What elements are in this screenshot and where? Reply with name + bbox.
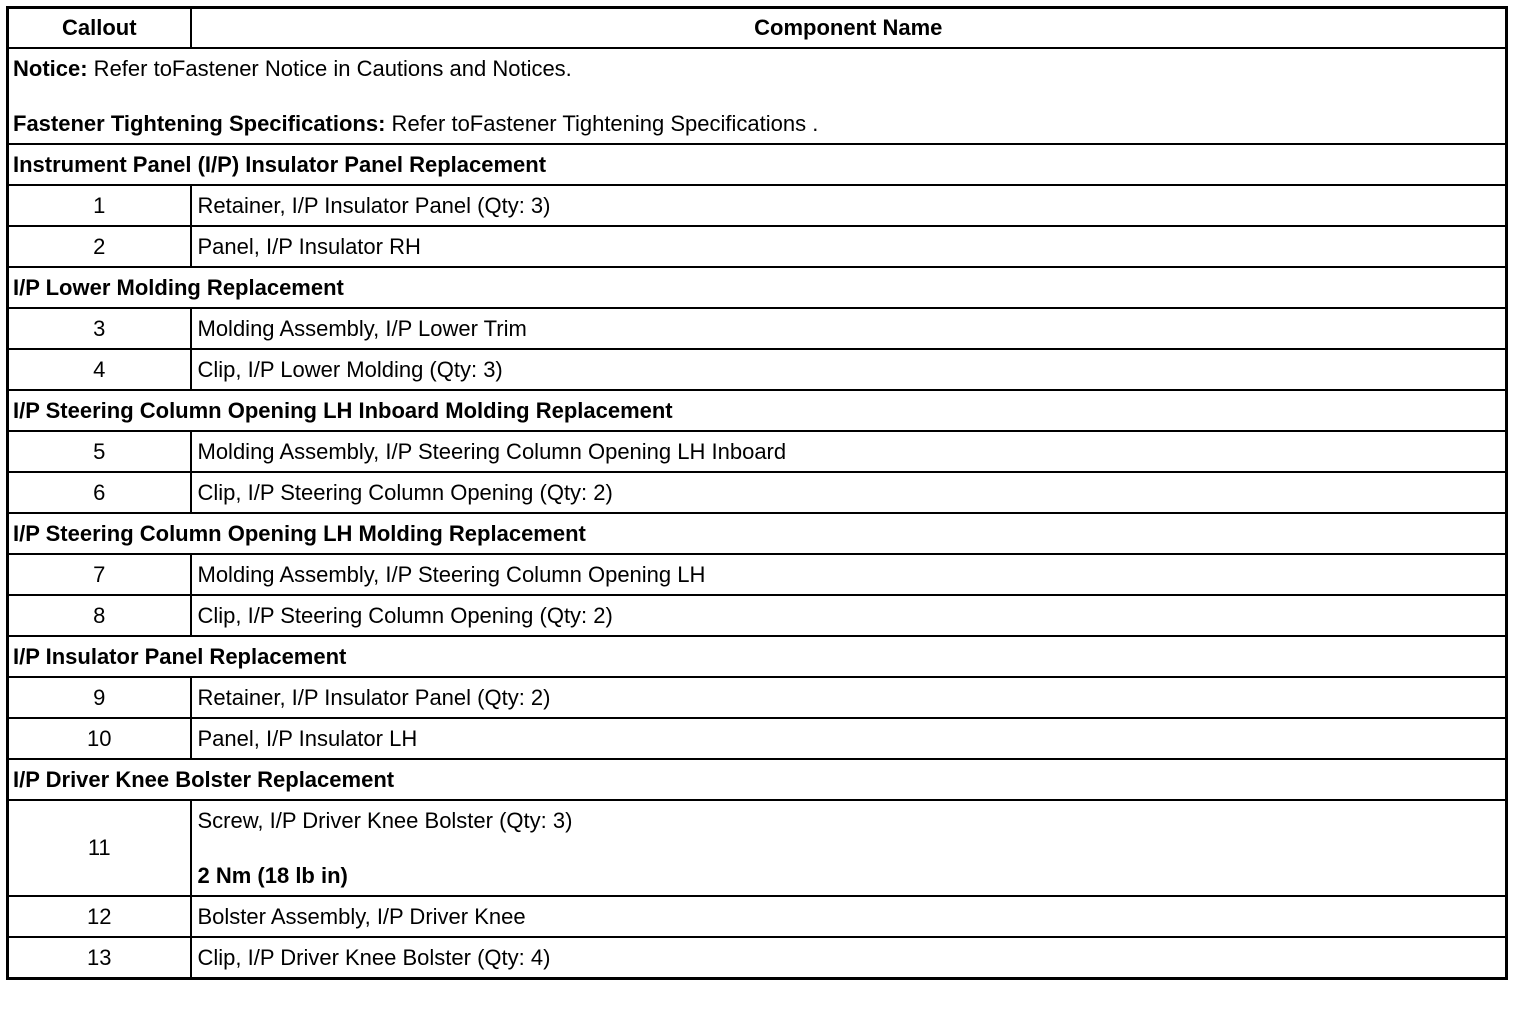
component-name: Molding Assembly, I/P Lower Trim — [191, 308, 1507, 349]
spec-text — [13, 112, 1501, 136]
component-name: Screw, I/P Driver Knee Bolster (Qty: 3) — [197, 807, 573, 833]
callout-number: 8 — [8, 595, 191, 636]
section-title: Instrument Panel (I/P) Insulator Panel Replacement — [8, 144, 1507, 185]
component-name: Clip, I/P Lower Molding (Qty: 3) — [191, 349, 1507, 390]
callout-number: 13 — [8, 937, 191, 979]
callout-number: 7 — [8, 554, 191, 595]
table-row — [8, 431, 1507, 472]
component-name: Panel, I/P Insulator RH — [191, 226, 1507, 267]
section-row — [8, 513, 1507, 554]
callout-number: 1 — [8, 185, 191, 226]
table-row — [8, 185, 1507, 226]
section-row — [8, 390, 1507, 431]
notice-cell — [8, 48, 1507, 144]
notice-label: Notice: — [13, 55, 88, 81]
callout-number: 12 — [8, 896, 191, 937]
section-title: I/P Steering Column Opening LH Molding Replacement — [8, 513, 1507, 554]
callout-number: 5 — [8, 431, 191, 472]
section-row — [8, 759, 1507, 800]
table-row — [8, 800, 1507, 896]
table-row — [8, 896, 1507, 937]
table-row — [8, 677, 1507, 718]
header-row — [8, 8, 1507, 49]
section-title: I/P Driver Knee Bolster Replacement — [8, 759, 1507, 800]
table-row — [8, 349, 1507, 390]
callout-header: Callout — [8, 8, 191, 49]
component-name: Molding Assembly, I/P Steering Column Opening LH — [191, 554, 1507, 595]
component-name: Retainer, I/P Insulator Panel (Qty: 2) — [191, 677, 1507, 718]
component-name: Clip, I/P Driver Knee Bolster (Qty: 4) — [191, 937, 1507, 979]
table-row — [8, 472, 1507, 513]
component-name: Bolster Assembly, I/P Driver Knee — [191, 896, 1507, 937]
callout-number: 6 — [8, 472, 191, 513]
component-name-header: Component Name — [191, 8, 1507, 49]
notice-row — [8, 48, 1507, 144]
component-name: Retainer, I/P Insulator Panel (Qty: 3) — [191, 185, 1507, 226]
section-title: I/P Insulator Panel Replacement — [8, 636, 1507, 677]
table-row — [8, 718, 1507, 759]
notice-text — [13, 57, 1501, 81]
callout-number: 4 — [8, 349, 191, 390]
callout-number: 2 — [8, 226, 191, 267]
callout-number: 11 — [8, 800, 191, 896]
components-table — [6, 6, 1508, 980]
callout-number: 9 — [8, 677, 191, 718]
spec-body: Refer toFastener Tightening Specifications . — [385, 110, 819, 136]
callout-number: 10 — [8, 718, 191, 759]
notice-body: Refer toFastener Notice in Cautions and Notices. — [87, 55, 572, 81]
torque-spec: 2 Nm (18 lb in) — [197, 862, 348, 888]
spec-label: Fastener Tightening Specifications: — [13, 110, 386, 136]
section-row — [8, 267, 1507, 308]
component-name: Panel, I/P Insulator LH — [191, 718, 1507, 759]
component-name: Clip, I/P Steering Column Opening (Qty: 2) — [191, 472, 1507, 513]
table-row — [8, 595, 1507, 636]
section-row — [8, 636, 1507, 677]
section-row — [8, 144, 1507, 185]
table-row — [8, 554, 1507, 595]
section-title: I/P Lower Molding Replacement — [8, 267, 1507, 308]
table-row — [8, 226, 1507, 267]
table-row — [8, 937, 1507, 979]
section-title: I/P Steering Column Opening LH Inboard Molding Replacement — [8, 390, 1507, 431]
component-name: Molding Assembly, I/P Steering Column Opening LH Inboard — [191, 431, 1507, 472]
component-name: Clip, I/P Steering Column Opening (Qty: 2) — [191, 595, 1507, 636]
component-name-cell — [191, 800, 1507, 896]
table-row — [8, 308, 1507, 349]
callout-number: 3 — [8, 308, 191, 349]
